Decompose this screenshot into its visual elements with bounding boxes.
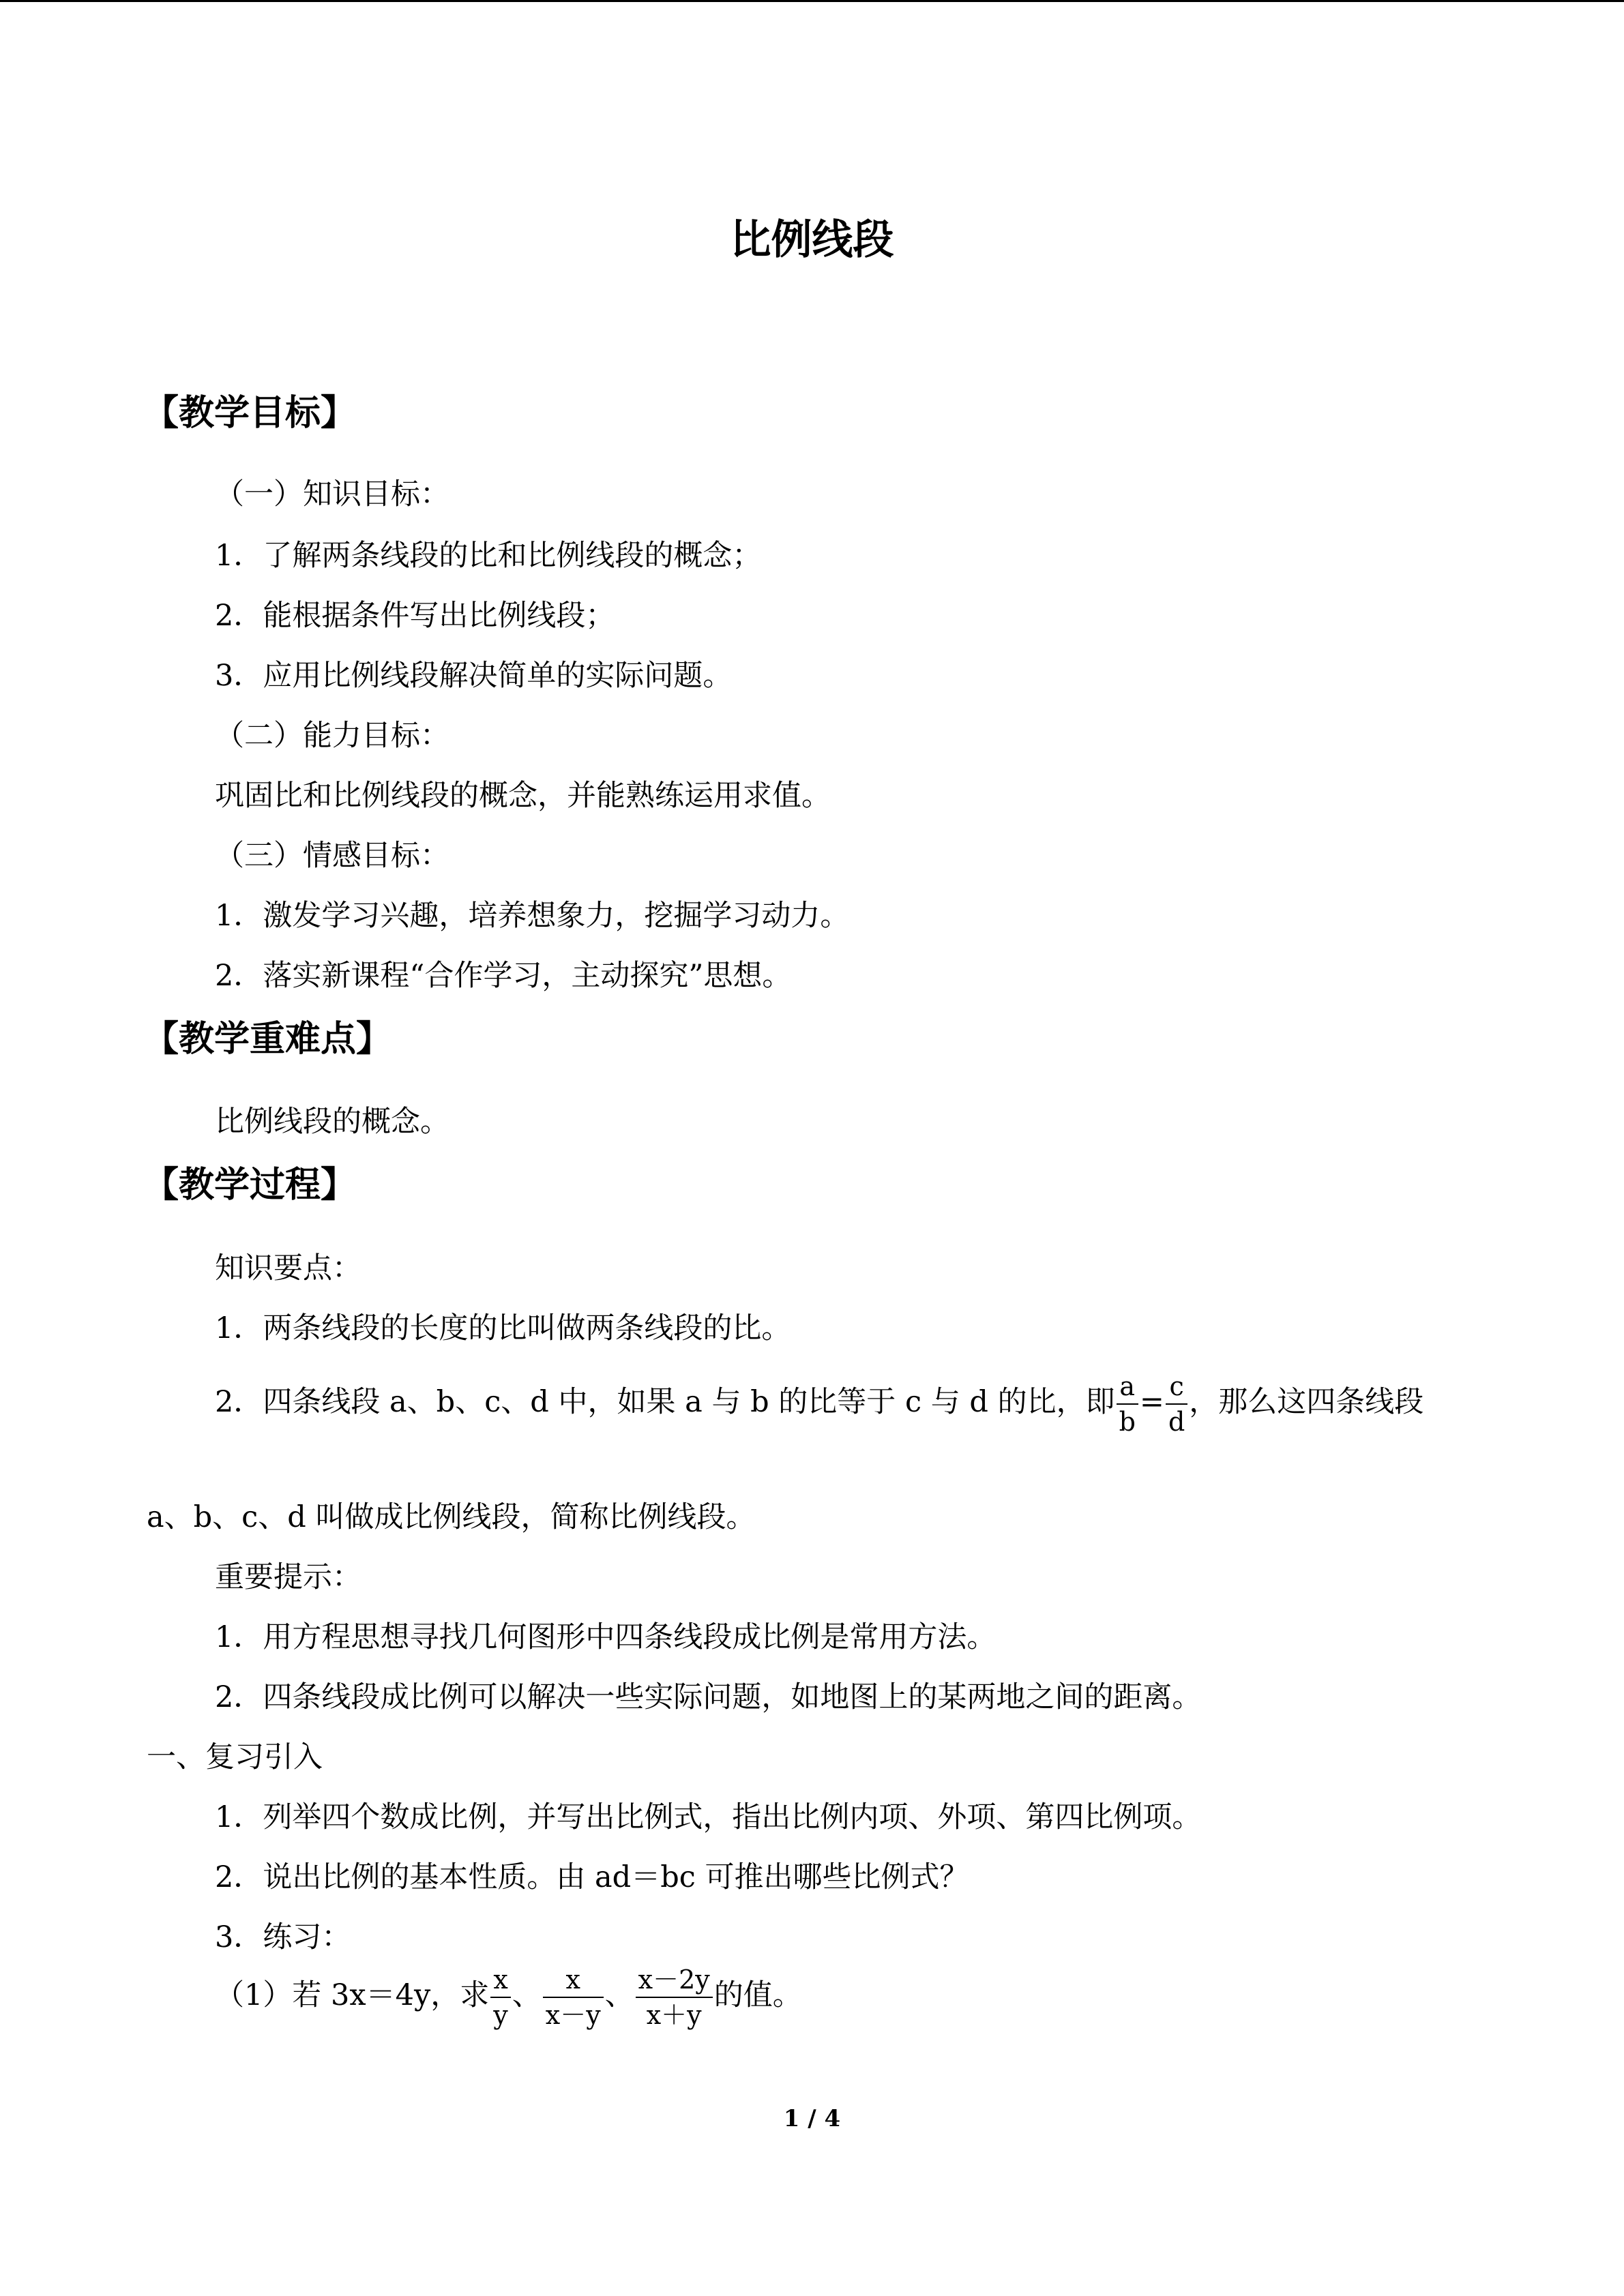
exercise-item xyxy=(215,1964,802,2031)
knowledge-goal-item: 2．能根据条件写出比例线段； xyxy=(215,599,615,633)
fraction-bar xyxy=(1166,1403,1187,1405)
fraction-x-over-x-minus-y xyxy=(543,1964,604,2031)
knowledge-point-item: 1．两条线段的长度的比叫做两条线段的比。 xyxy=(215,1311,791,1345)
heading-teaching-goals: 【教学目标】 xyxy=(143,393,357,434)
exercise-prefix: （1）若 3x＝4y，求 xyxy=(215,1978,490,2012)
tip-item: 2．四条线段成比例可以解决一些实际问题，如地图上的某两地之间的距离。 xyxy=(215,1680,1202,1714)
fraction-denominator: d xyxy=(1168,1407,1185,1437)
fraction-x-minus-2y-over-x-plus-y xyxy=(636,1964,713,2031)
review-item: 1．列举四个数成比例，并写出比例式，指出比例内项、外项、第四比例项。 xyxy=(215,1800,1202,1834)
review-heading: 一、复习引入 xyxy=(147,1740,323,1774)
knowledge-goal-item: 1．了解两条线段的比和比例线段的概念； xyxy=(215,539,762,573)
review-item: 2．说出比例的基本性质。由 ad＝bc 可推出哪些比例式？ xyxy=(215,1860,969,1894)
knowledge-points-label: 知识要点： xyxy=(215,1251,361,1285)
fraction-denominator: b xyxy=(1119,1407,1136,1437)
fraction-x-over-y xyxy=(490,1964,510,2031)
fraction-bar xyxy=(543,1997,604,1998)
ability-goals-text: 巩固比和比例线段的概念，并能熟练运用求值。 xyxy=(215,779,831,813)
tips-label: 重要提示： xyxy=(215,1560,361,1594)
key-points-text: 比例线段的概念。 xyxy=(215,1105,449,1139)
ability-goals-label: （二）能力目标： xyxy=(215,719,449,753)
tip-item: 1．用方程思想寻找几何图形中四条线段成比例是常用方法。 xyxy=(215,1620,996,1654)
proportion-text-continued: a、b、c、d 叫做成比例线段，简称比例线段。 xyxy=(147,1500,756,1534)
proportion-text-before: 2．四条线段 a、b、c、d 中，如果 a 与 b 的比等于 c 与 d 的比，即 xyxy=(215,1385,1115,1419)
fraction-bar xyxy=(636,1997,713,1998)
knowledge-goals-label: （一）知识目标： xyxy=(215,477,449,511)
emotion-goal-item: 2．落实新课程“合作学习，主动探究”思想。 xyxy=(215,959,792,993)
exercise-suffix: 的值。 xyxy=(713,1978,802,2012)
separator: 、 xyxy=(512,1978,542,2012)
fraction-a-over-b xyxy=(1117,1371,1138,1437)
emotion-goals-label: （三）情感目标： xyxy=(215,839,449,873)
fraction-numerator: x xyxy=(493,1965,508,1995)
page-number: 1 / 4 xyxy=(783,2105,841,2132)
heading-key-points: 【教学重难点】 xyxy=(143,1019,392,1060)
emotion-goal-item: 1．激发学习兴趣，培养想象力，挖掘学习动力。 xyxy=(215,899,850,933)
fraction-bar xyxy=(490,1997,510,1998)
knowledge-goal-item: 3．应用比例线段解决简单的实际问题。 xyxy=(215,659,733,693)
fraction-bar xyxy=(1117,1403,1138,1405)
proportion-text-after: ，那么这四条线段 xyxy=(1189,1385,1424,1419)
fraction-denominator: y xyxy=(493,2000,508,2030)
fraction-numerator: x xyxy=(565,1965,580,1995)
fraction-denominator: x＋y xyxy=(646,2000,702,2030)
equals-sign: = xyxy=(1139,1385,1164,1419)
fraction-numerator: x－2y xyxy=(638,1965,710,1995)
heading-teaching-process: 【教学过程】 xyxy=(143,1165,357,1206)
fraction-denominator: x－y xyxy=(545,2000,601,2030)
fraction-c-over-d xyxy=(1166,1371,1187,1437)
fraction-numerator: a xyxy=(1119,1371,1136,1401)
knowledge-point-item-proportion xyxy=(215,1371,1423,1437)
top-border-line xyxy=(0,0,1624,2)
separator: 、 xyxy=(604,1978,634,2012)
fraction-numerator: c xyxy=(1169,1371,1184,1401)
document-title: 比例线段 xyxy=(730,216,894,264)
review-item: 3．练习： xyxy=(215,1920,351,1954)
